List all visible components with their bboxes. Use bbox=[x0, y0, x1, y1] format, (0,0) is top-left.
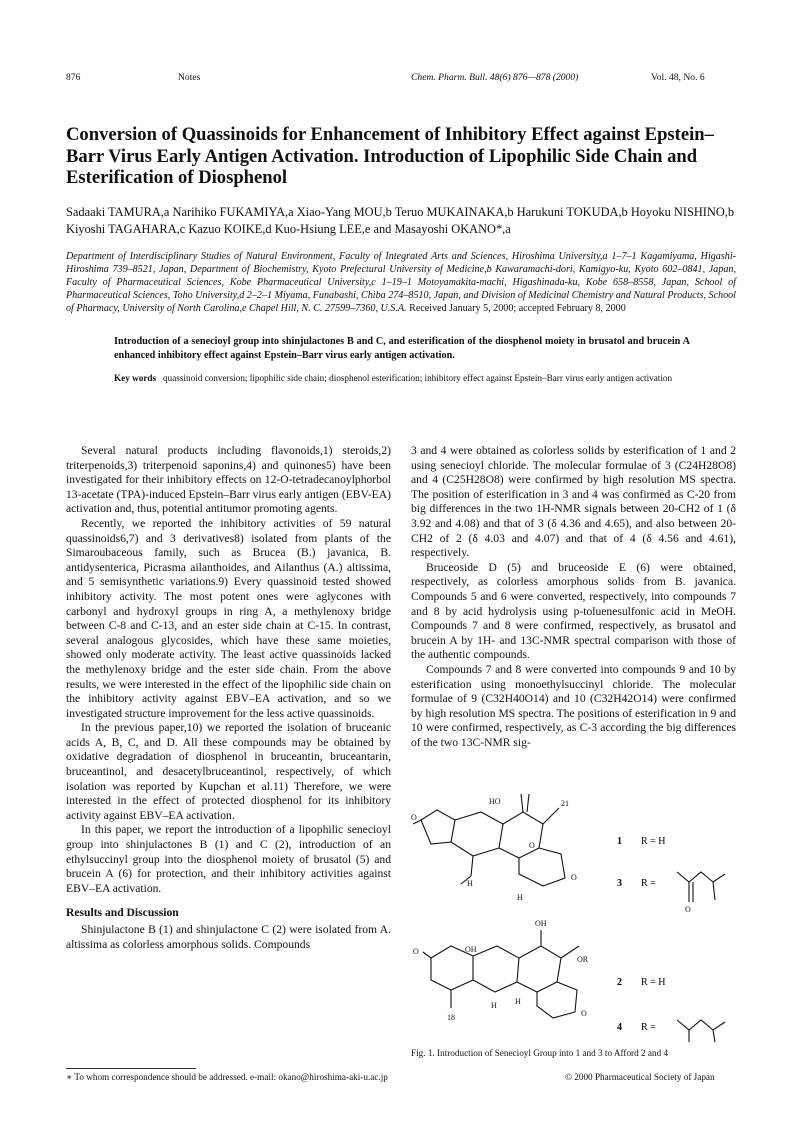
page-number: 876 bbox=[66, 72, 81, 83]
svg-text:H: H bbox=[517, 893, 523, 902]
journal-citation: Chem. Pharm. Bull. 48(6) 876—878 (2000) bbox=[411, 72, 579, 83]
r-group-3: R = bbox=[641, 878, 656, 889]
footnote-divider bbox=[66, 1068, 196, 1069]
affiliation-text: Department of Interdisciplinary Studies of Natural Environment, Faculty of Integrated Arts and Sciences, Hiroshima University,a 1–7–1 Kagamiyama, Higashi-Hiroshima 739–8521, Japan, Department of Biochemistry, Kyoto Prefectural University of Medicine,b Kawaramachi-dori, Kamigyo-ku, Kyoto 602–0841, Japan, Faculty of Pharmaceutical Sciences, Kobe Pharmaceutical University,c 1–19–1 Motoyamakita-machi, Higashinada-ku, Kobe 658–8558, Japan, School of Pharmaceutical Sciences, Toho University,d 2–2–1 Miyama, Funabashi, Chiba 274–8510, Japan, and Division of Medicinal Chemistry and Natural Products, School of Pharmacy, University of North Carolina,e Chapel Hill, N. C. 27599–7360, U.S.A. bbox=[66, 251, 736, 314]
received-dates: Received January 5, 2000; accepted February 8, 2000 bbox=[409, 302, 626, 314]
section-label: Notes bbox=[178, 72, 201, 83]
copyright-notice: © 2000 Pharmaceutical Society of Japan bbox=[565, 1072, 715, 1082]
section-heading: Results and Discussion bbox=[66, 906, 179, 920]
svg-text:O: O bbox=[411, 813, 417, 822]
affiliations bbox=[66, 251, 736, 316]
structure-top bbox=[413, 794, 565, 886]
r-group-1: R = H bbox=[641, 836, 666, 847]
svg-text:OH: OH bbox=[465, 945, 477, 954]
right-column bbox=[411, 444, 736, 750]
senecioyl-side-chain-top bbox=[677, 872, 725, 902]
keywords-label: Key words bbox=[114, 373, 157, 383]
figure-caption: Fig. 1. Introduction of Senecioyl Group into 1 and 3 to Afford 2 and 4 bbox=[411, 1048, 669, 1058]
svg-text:O: O bbox=[571, 873, 577, 882]
svg-text:H: H bbox=[515, 997, 521, 1006]
paragraph: 3 and 4 were obtained as colorless solids by esterification of 1 and 2 using senecioyl chloride. The molecular formulae of 3 (C24H28O8) and 4 (C25H28O8) were confirmed by high resolution MS spectra. The position of esterification in 3 and 4 was confirmed as C-20 from big differences in the two 1H-NMR signals between 20-CH2 of 1 (δ 3.92 and 4.08) and that of 3 (δ 4.36 and 4.65), and also between 20-CH2 of 2 (δ 4.03 and 4.07) and that of 4 (δ 4.56 and 4.61), respectively. bbox=[411, 444, 736, 560]
svg-text:OR: OR bbox=[577, 955, 589, 964]
compound-label-3: 3 bbox=[617, 878, 622, 889]
left-column bbox=[66, 444, 391, 952]
svg-text:O: O bbox=[413, 947, 419, 956]
svg-text:H: H bbox=[491, 1001, 497, 1010]
compound-label-4: 4 bbox=[617, 1022, 622, 1033]
svg-text:O: O bbox=[529, 841, 535, 850]
article-title: Conversion of Quassinoids for Enhancement of Inhibitory Effect against Epstein–Barr Virus Early Antigen Activation. Introduction of Lipophilic Side Chain and Esterification of Diosphenol bbox=[66, 124, 714, 188]
r-group-4: R = bbox=[641, 1022, 656, 1033]
correspondence-footnote: ∗ To whom correspondence should be addressed. e-mail: okano@hiroshima-aki-u.ac.jp bbox=[66, 1072, 388, 1082]
paragraph: In this paper, we report the introduction of a lipophilic senecioyl group into shinjulactones B (1) and C (2), introduction of an ethylsuccinyl group into the diosphenol moiety of brusatol (5) and brucein A (6) for protection, and their inhibitory activities against EBV–EA activation. bbox=[66, 823, 391, 895]
r-group-2: R = H bbox=[641, 977, 666, 988]
volume-label: Vol. 48, No. 6 bbox=[651, 72, 705, 83]
keywords-text: quassinoid conversion; lipophilic side chain; diosphenol esterification; inhibitory effect against Epstein–Barr virus early antigen activation bbox=[163, 373, 673, 383]
paragraph: Recently, we reported the inhibitory activities of 59 natural quassinoids6,7) and 3 derivatives8) isolated from plants of the Simaroubaceous family, such as Brucea (B.) javanica, B. antidysenterica, Picrasma ailanthoides, and Ailanthus (A.) altissima, and 5 semisynthetic variations.9) Every quassinoid tested showed inhibitory activity. The most potent ones were aglycones with carbonyl and hydroxyl groups in ring A, a methylenoxy bridge between C-8 and C-13, and an ester side chain at C-15. In contrast, several analogous glycosides, which have these same moieties, showed only moderate activity. The least active quassinoids lacked the methylenoxy bridge and the ester side chain. From the above results, we were interested in the effect of the lipophilic side chain on the inhibitory activity against EBV–EA activation, and so we investigated structure improvement for the less active quassinoids. bbox=[66, 516, 391, 720]
svg-text:O: O bbox=[581, 1009, 587, 1018]
paragraph: In the previous paper,10) we reported the isolation of bruceanic acids A, B, C, and D. All these compounds may be obtained by oxidative degradation of diosphenol in bruceantin, bruceantarin, bruceantinol, and desacetylbruceantinol, respectively, of which isolation was reported by Kupchan et al.11) Therefore, we were interested in the effect of protected diosphenol for its inhibitory activity against EBV–EA activation. bbox=[66, 721, 391, 822]
author-list: Sadaaki TAMURA,a Narihiko FUKAMIYA,a Xiao-Yang MOU,b Teruo MUKAINAKA,b Harukuni TOKUDA,b Hoyoku NISHINO,b Kiyoshi TAGAHARA,c Kazuo KOIKE,d Kuo-Hsiung LEE,e and Masayoshi OKANO*,a bbox=[66, 205, 735, 236]
svg-text:HO: HO bbox=[489, 797, 501, 806]
compound-label-2: 2 bbox=[617, 977, 622, 988]
compound-label-1: 1 bbox=[617, 836, 622, 847]
structure-bottom bbox=[423, 930, 579, 1018]
paragraph: Compounds 7 and 8 were converted into compounds 9 and 10 by esterification using monoethylsuccinyl chloride. The molecular formulae of 9 (C32H40O14) and 10 (C32H42O14) were confirmed by high resolution MS spectra. The positions of esterification in 9 and 10 were confirmed, respectively, as C-3 according the big differences of the two 13C-NMR sig- bbox=[411, 662, 736, 749]
svg-text:18: 18 bbox=[447, 1013, 455, 1022]
paragraph: Shinjulactone B (1) and shinjulactone C (2) were isolated from A. altissima as colorless amorphous solids. Compounds bbox=[66, 923, 391, 951]
keywords bbox=[114, 372, 690, 384]
paragraph: Several natural products including flavonoids,1) steroids,2) triterpenoids,3) triterpenoid saponins,4) and quinones5) have been investigated for their inhibitory effects on 12-O-tetradecanoylphorbol 13-acetate (TPA)-induced Epstein–Barr virus early antigen (EBV-EA) activation and, thus, potential antitumor promoting agents. bbox=[66, 444, 391, 516]
svg-text:H: H bbox=[467, 879, 473, 888]
svg-text:21: 21 bbox=[561, 799, 569, 808]
svg-text:OH: OH bbox=[535, 919, 547, 928]
paragraph: Bruceoside D (5) and bruceoside E (6) were obtained, respectively, as colorless amorphous solids from B. javanica. Compounds 5 and 6 were converted, respectively, into compounds 7 and 8 by acid hydrolysis using p-toluenesulfonic acid in MeOH. Compounds 7 and 8 were confirmed, respectively, as brusatol and brucein A by 1H- and 13C-NMR spectral comparison with those of the authentic compounds. bbox=[411, 560, 736, 662]
abstract: Introduction of a senecioyl group into shinjulactones B and C, and esterification of the diosphenol moiety in brusatol and brucein A enhanced inhibitory effect against Epstein–Barr virus early antigen activation. bbox=[114, 336, 690, 361]
senecioyl-side-chain-bottom bbox=[677, 1020, 725, 1042]
structure-bottom-labels bbox=[413, 919, 589, 1022]
svg-text:O: O bbox=[685, 905, 691, 914]
chemical-structures-figure bbox=[411, 790, 741, 1045]
